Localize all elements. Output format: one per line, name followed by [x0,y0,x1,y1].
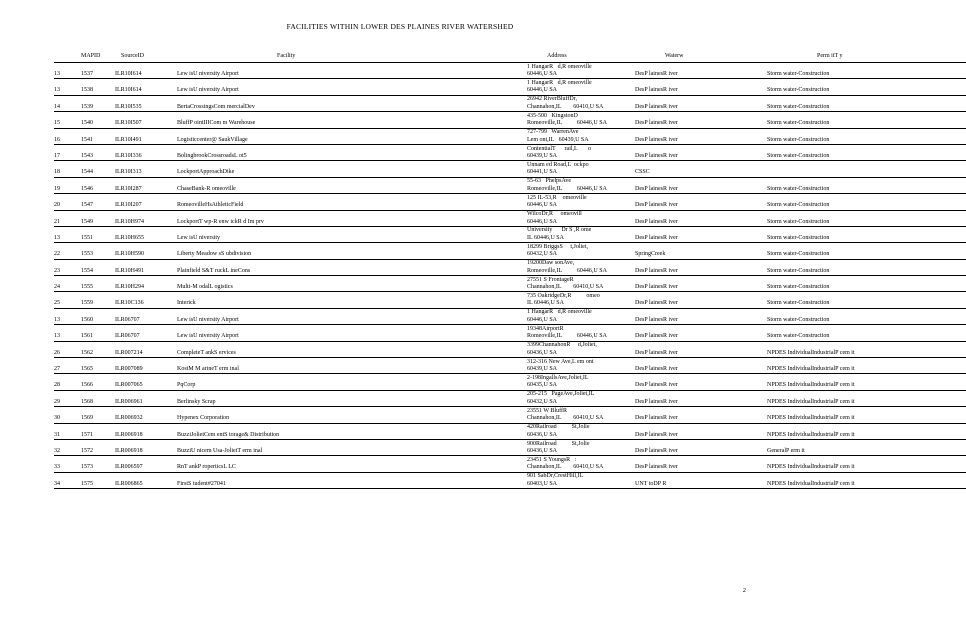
row-number-cell: 24 [54,276,69,292]
map-id-cell: 1571 [69,423,113,439]
table-row [54,390,966,406]
source-id-cell: ILR006918 [113,423,177,439]
waterway-cell: DesP lainesR iver [635,210,767,226]
row-number-cell: 23 [54,259,69,275]
table-row [54,243,966,259]
permit-type-cell: Storm water-Construction [767,144,966,160]
permit-type-cell: Storm water-Construction [767,210,966,226]
permit-type-cell: Storm water-Construction [767,292,966,308]
source-id-cell: ILR007089 [113,358,177,374]
row-number-cell: 30 [54,407,69,423]
table-row [54,423,966,439]
waterway-cell: DesP lainesR iver [635,226,767,242]
facility-cell: BuzziJolietCem entS torage& Distribution [177,423,527,439]
map-id-cell: 1551 [69,226,113,242]
map-id-cell: 1540 [69,112,113,128]
table-row [54,407,966,423]
map-id-cell: 1565 [69,358,113,374]
row-number-cell: 19 [54,177,69,193]
address-cell: 125 IL-53,R omeoville 60446,U SA [527,194,635,210]
table-row [54,456,966,472]
source-id-cell: ILR006918 [113,439,177,455]
address-cell: 18299 BriggsS t,Joliet, 60432,U SA [527,243,635,259]
waterway-cell: DesP lainesR iver [635,276,767,292]
header-waterway: Waterw [635,53,767,63]
permit-type-cell: Storm water-Construction [767,112,966,128]
document-title: FACILITIES WITHIN LOWER DES PLAINES RIVER WATERSHED [286,22,514,31]
source-id-cell: ILR10I535 [113,95,177,111]
facilities-table [54,53,966,489]
facility-cell: BluffP ointIIICom m Warehouse [177,112,527,128]
waterway-cell: DesP lainesR iver [635,177,767,193]
waterway-cell: SpringCreek [635,243,767,259]
map-id-cell: 1555 [69,276,113,292]
table-row [54,472,966,488]
waterway-cell: DesP lainesR iver [635,439,767,455]
header-row-number [54,53,69,63]
source-id-cell: ILR10I507 [113,112,177,128]
permit-type-cell: Storm water-Construction [767,276,966,292]
row-number-cell: 29 [54,390,69,406]
header-map-id: MAPID [69,53,113,63]
row-number-cell: 15 [54,112,69,128]
table-row [54,292,966,308]
table-row [54,79,966,95]
address-cell: 3399ChannahonR d,Joliet, 60436,U SA [527,341,635,357]
header-source-id: SourceID [113,53,177,63]
facility-cell: BuzziU nicem Usa-JolietT erm inal [177,439,527,455]
waterway-cell: DesP lainesR iver [635,308,767,324]
waterway-cell: CSSC [635,161,767,177]
header-address: Address [527,53,635,63]
header-facility: Facility [177,53,527,63]
table-row [54,374,966,390]
address-cell: 19348AirportR Romeoville,IL 60446,U SA [527,325,635,341]
facility-cell: BertaCrossingsCom mercialDev [177,95,527,111]
row-number-cell: 14 [54,95,69,111]
row-number-cell: 20 [54,194,69,210]
map-id-cell: 1544 [69,161,113,177]
table-row [54,161,966,177]
source-id-cell: ILR06707 [113,308,177,324]
facility-cell: Lew isU niversity Airport [177,308,527,324]
permit-type-cell: Storm water-Construction [767,177,966,193]
source-id-cell: ILR006865 [113,472,177,488]
table-row [54,194,966,210]
row-number-cell: 13 [54,226,69,242]
waterway-cell: DesP lainesR iver [635,112,767,128]
address-cell: 23551 W BluffR Channahon,IL 60410,U SA [527,407,635,423]
map-id-cell: 1573 [69,456,113,472]
address-cell: 727-799 WarrenAve Lem ont,IL 60439,U SA [527,128,635,144]
facility-cell: Lew isU niversity [177,226,527,242]
source-id-cell: ILR06707 [113,325,177,341]
source-id-cell: ILR10H974 [113,210,177,226]
source-id-cell: ILR10I614 [113,79,177,95]
waterway-cell: DesP lainesR iver [635,358,767,374]
permit-type-cell: Storm water-Construction [767,95,966,111]
address-cell: WilcoDr,R omeovill 60446,U SA [527,210,635,226]
row-number-cell: 27 [54,358,69,374]
facility-cell: RnT ankP roperticsL LC [177,456,527,472]
source-id-cell: ILR10H294 [113,276,177,292]
row-number-cell: 18 [54,161,69,177]
permit-type-cell: Storm water-Construction [767,79,966,95]
waterway-cell: DesP lainesR iver [635,63,767,79]
map-id-cell: 1572 [69,439,113,455]
source-id-cell: ILR10I313 [113,161,177,177]
source-id-cell: ILR10H590 [113,243,177,259]
row-number-cell: 13 [54,79,69,95]
permit-type-cell: Storm water-Construction [767,63,966,79]
facility-cell: Multi-M odalL ogistics [177,276,527,292]
permit-type-cell: NPDES IndividualIndustrialP cem it [767,341,966,357]
facility-cell: PqCorp [177,374,527,390]
permit-type-cell: Storm water-Construction [767,259,966,275]
permit-type-cell: Storm water-Construction [767,194,966,210]
source-id-cell: ILR10C136 [113,292,177,308]
address-cell: 26942 RiverBluffDr, Channahon,IL 60410,U SA [527,95,635,111]
waterway-cell: DesP lainesR iver [635,259,767,275]
address-cell: 435-500 KingstonD Romeoville,IL 60446,U SA [527,112,635,128]
permit-type-cell: NPDES IndividualIndustrialP cem it [767,456,966,472]
row-number-cell: 28 [54,374,69,390]
map-id-cell: 1575 [69,472,113,488]
table-row [54,210,966,226]
address-cell: 900Railroad St,Jolie 60436,U SA [527,439,635,455]
source-id-cell: ILR10I336 [113,144,177,160]
row-number-cell: 33 [54,456,69,472]
row-number-cell: 32 [54,439,69,455]
waterway-cell: DesP lainesR iver [635,390,767,406]
waterway-cell: DesP lainesR iver [635,128,767,144]
row-number-cell: 16 [54,128,69,144]
map-id-cell: 1554 [69,259,113,275]
table-body [54,63,966,489]
map-id-cell: 1553 [69,243,113,259]
map-id-cell: 1541 [69,128,113,144]
row-number-cell: 21 [54,210,69,226]
table-row [54,112,966,128]
source-id-cell: ILR10I287 [113,177,177,193]
permit-type-cell: NPDES IndividualIndustrialP cem it [767,472,966,488]
table-header-row [54,53,966,63]
address-cell: 420Railroad St,Jolie 60436,U SA [527,423,635,439]
table-row [54,259,966,275]
row-number-cell: 22 [54,243,69,259]
facility-cell: Berlinsky Scrap [177,390,527,406]
address-cell: 27551 S FrontageR Channahon,IL 60410,U SA [527,276,635,292]
waterway-cell: DesP lainesR iver [635,325,767,341]
facility-cell: FirstS tudent#27041 [177,472,527,488]
source-id-cell: ILR10H491 [113,259,177,275]
permit-type-cell: NPDES IndividualIndustrialP cem it [767,358,966,374]
row-number-cell: 31 [54,423,69,439]
table-row [54,128,966,144]
permit-type-cell: Storm water-Construction [767,243,966,259]
facility-cell: Plainfield S&T ruckL ineCons [177,259,527,275]
map-id-cell: 1543 [69,144,113,160]
address-cell: University Dr S ,R ome IL 60446,U SA [527,226,635,242]
address-cell: ContentialT rail,L o 60439,U SA [527,144,635,160]
facility-cell: Lew isU niversity Airport [177,63,527,79]
waterway-cell: DesP lainesR iver [635,292,767,308]
table-row [54,276,966,292]
map-id-cell: 1559 [69,292,113,308]
waterway-cell: DesP lainesR iver [635,144,767,160]
waterway-cell: DesP lainesR iver [635,194,767,210]
row-number-cell: 25 [54,292,69,308]
facility-cell: Logisticcenter@ SaukVillage [177,128,527,144]
map-id-cell: 1562 [69,341,113,357]
permit-type-cell: Storm water-Construction [767,226,966,242]
address-cell: 55-63 PhelpsAve Romeoville,IL 60446,U SA [527,177,635,193]
map-id-cell: 1547 [69,194,113,210]
permit-type-cell: Storm water-Construction [767,128,966,144]
permit-type-cell: Storm water-Construction [767,308,966,324]
facility-cell: Interick [177,292,527,308]
facility-cell: KostM M arineT erm inal [177,358,527,374]
row-number-cell: 17 [54,144,69,160]
waterway-cell: DesP lainesR iver [635,423,767,439]
address-cell: Unnam ed Road,L ockpo 60441,U SA [527,161,635,177]
address-cell: 23451 S YoungsR : Channahon,IL 60410,U SA [527,456,635,472]
map-id-cell: 1560 [69,308,113,324]
facility-cell: BolingbrookCrossroadsL ot5 [177,144,527,160]
header-permit-type: Perm itT y [767,53,966,63]
source-id-cell: ILR007214 [113,341,177,357]
table-row [54,341,966,357]
table-row [54,325,966,341]
waterway-cell: DesP lainesR iver [635,407,767,423]
map-id-cell: 1549 [69,210,113,226]
table-row [54,95,966,111]
map-id-cell: 1538 [69,79,113,95]
waterway-cell: DesP lainesR iver [635,456,767,472]
table-row [54,226,966,242]
source-id-cell: ILR10I491 [113,128,177,144]
waterway-cell: DesP lainesR iver [635,374,767,390]
source-id-cell: ILR006961 [113,390,177,406]
facility-cell: CompleteT ankS ervices [177,341,527,357]
permit-type-cell: NPDES IndividualIndustrialP cem it [767,390,966,406]
permit-type-cell: Storm water-Construction [767,325,966,341]
address-cell: 1 HangarR d,R omeoville 60446,U SA [527,79,635,95]
row-number-cell: 13 [54,325,69,341]
facility-cell: LockportApproachDike [177,161,527,177]
source-id-cell: ILR10H655 [113,226,177,242]
waterway-cell: UNT toDP R [635,472,767,488]
facility-cell: LockportT wp-R enw ickR d Im prv [177,210,527,226]
waterway-cell: DesP lainesR iver [635,95,767,111]
map-id-cell: 1569 [69,407,113,423]
source-id-cell: ILR10I207 [113,194,177,210]
permit-type-cell [767,161,966,177]
address-cell: 312-316 New Ave,L em ont 60439,U SA [527,358,635,374]
address-cell: 1 HangarR d,R omeoville 60446,U SA [527,308,635,324]
address-cell: 205-215 PageAve,Joliet,IL 60432,U SA [527,390,635,406]
permit-type-cell: GeneralP erm it [767,439,966,455]
table-row [54,63,966,79]
row-number-cell: 13 [54,63,69,79]
map-id-cell: 1537 [69,63,113,79]
facility-cell: Hypenex Corporation [177,407,527,423]
address-cell: 1 HangarR d,R omeoville 60446,U SA [527,63,635,79]
row-number-cell: 26 [54,341,69,357]
page-number: 2 [742,587,746,594]
facility-cell: Liberty Meadow sS ubdivision [177,243,527,259]
source-id-cell: ILR006932 [113,407,177,423]
facility-cell: Lew isU niversity Airport [177,79,527,95]
permit-type-cell: NPDES IndividualIndustrialP cem it [767,423,966,439]
facility-cell: Lew isU niversity Airport [177,325,527,341]
permit-type-cell: NPDES IndividualIndustrialP cem it [767,374,966,390]
table-row [54,308,966,324]
facility-cell: ChaseBank-R omeoville [177,177,527,193]
map-id-cell: 1546 [69,177,113,193]
map-id-cell: 1539 [69,95,113,111]
table-row [54,439,966,455]
source-id-cell: ILR10I614 [113,63,177,79]
waterway-cell: DesP lainesR iver [635,79,767,95]
row-number-cell: 13 [54,308,69,324]
table-row [54,177,966,193]
permit-type-cell: NPDES IndividualIndustrialP cem it [767,407,966,423]
facility-cell: RomeovilleHsAthleticField [177,194,527,210]
address-cell: 2-198IngallsAve,Joliet,IL 60435,U SA [527,374,635,390]
map-id-cell: 1561 [69,325,113,341]
row-number-cell: 34 [54,472,69,488]
address-cell: 19200Daw sonAve, Romeoville,IL 60446,U SA [527,259,635,275]
address-cell: 735 OakridgeDr,R omeo IL 60446,U SA [527,292,635,308]
waterway-cell: DesP lainesR iver [635,341,767,357]
table-row [54,144,966,160]
map-id-cell: 1568 [69,390,113,406]
map-id-cell: 1566 [69,374,113,390]
source-id-cell: ILR007065 [113,374,177,390]
source-id-cell: ILR006597 [113,456,177,472]
address-cell: 901 SabDr,CrestHill,IL 60403,U SA [527,472,635,488]
table-row [54,358,966,374]
